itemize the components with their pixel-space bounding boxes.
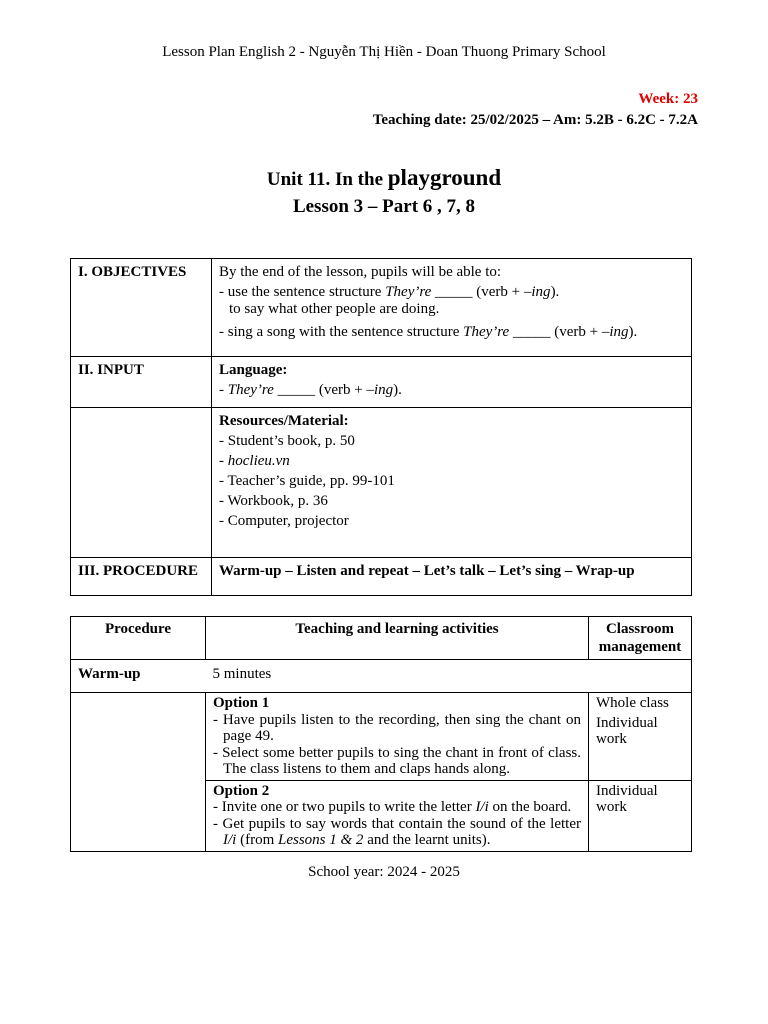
input-label: II. INPUT: [71, 357, 212, 408]
procedure-label: III. PROCEDURE: [71, 558, 212, 596]
input-row: [71, 357, 692, 408]
resources-row: [71, 408, 692, 558]
resources-empty-cell: [71, 408, 212, 558]
week-label: Week: 23: [638, 91, 698, 107]
objective-item-continued: to say what other people are doing.: [229, 301, 440, 317]
resource-item: - hoclieu.vn: [219, 453, 290, 469]
table-header-row: [71, 617, 692, 660]
option2-management: Individual work: [589, 780, 692, 851]
page-footer: School year: 2024 - 2025: [308, 864, 460, 880]
resource-item: - Teacher’s guide, pp. 99-101: [219, 473, 395, 489]
activity-item: - Select some better pupils to sing the chant in front of class. The class listens to them and claps hands along.: [213, 744, 581, 777]
language-label: Language:: [219, 362, 288, 378]
column-header-procedure: Procedure: [71, 617, 206, 660]
resources-label: Resources/Material:: [219, 413, 349, 429]
column-header-management: Classroom management: [589, 617, 692, 660]
lesson-title: Lesson 3 – Part 6 , 7, 8: [292, 196, 476, 217]
objectives-label: I. OBJECTIVES: [71, 259, 212, 357]
language-item: - They’re _____ (verb + –ing).: [219, 382, 402, 398]
objectives-row: [71, 259, 692, 357]
column-header-activities: Teaching and learning activities: [206, 617, 589, 660]
table-row: [71, 693, 692, 781]
activity-item: - Invite one or two pupils to write the letter I/i on the board.: [213, 799, 572, 815]
activity-item: - Have pupils listen to the recording, then sing the chant on page 49.: [213, 711, 581, 744]
management-item: Whole class: [596, 695, 669, 711]
option1-title: Option 1: [213, 695, 270, 711]
objective-item: - use the sentence structure They’re _____ (verb + –ing).: [219, 284, 560, 300]
objectives-intro: By the end of the lesson, pupils will be able to:: [219, 264, 502, 280]
resources-content: [212, 408, 692, 558]
warmup-label: Warm-up: [71, 660, 206, 693]
unit-title: Unit 11. In the playground: [266, 165, 502, 190]
objectives-content: [212, 259, 692, 357]
option2-title: Option 2: [213, 782, 270, 799]
procedure-table: [70, 616, 692, 852]
procedure-summary: Warm-up – Listen and repeat – Let’s talk – Let’s sing – Wrap-up: [212, 558, 692, 596]
management-item: Individual work: [596, 714, 658, 747]
activity-item: - Get pupils to say words that contain the sound of the letter I/i (from Lessons 1 & 2 and the learnt units).: [213, 815, 581, 848]
page-header: Lesson Plan English 2 - Nguyễn Thị Hiền - Doan Thuong Primary School: [162, 44, 606, 60]
resource-item: - Student’s book, p. 50: [219, 433, 355, 449]
resource-item: - Workbook, p. 36: [219, 493, 328, 509]
option1-activities: [206, 693, 589, 781]
warmup-duration: 5 minutes: [206, 660, 692, 693]
objectives-table: [70, 258, 692, 596]
objective-item: - sing a song with the sentence structure They’re _____ (verb + –ing).: [219, 324, 638, 340]
resource-item: - Computer, projector: [219, 513, 349, 529]
table-row: [71, 660, 692, 693]
option1-management: [589, 693, 692, 781]
teaching-date: Teaching date: 25/02/2025 – Am: 5.2B - 6.2C - 7.2A: [372, 112, 698, 128]
option2-activities: [206, 780, 589, 851]
input-content: [212, 357, 692, 408]
empty-procedure-cell: [71, 693, 206, 852]
procedure-summary-row: [71, 558, 692, 596]
